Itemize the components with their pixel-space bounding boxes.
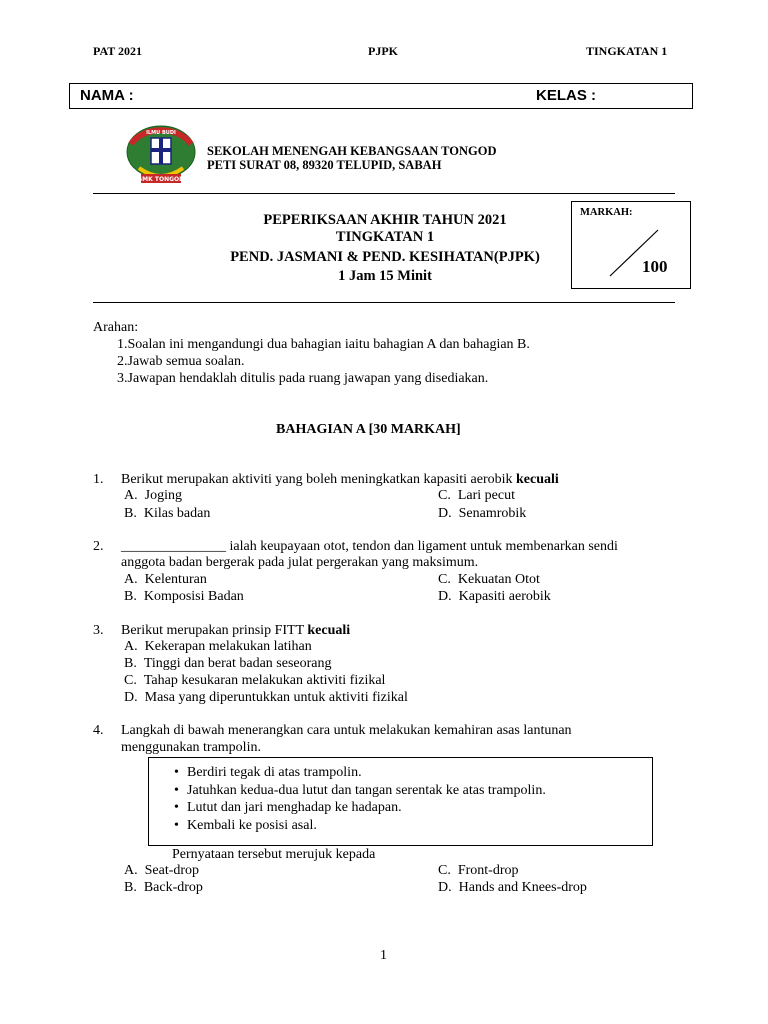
option-text: Kekuatan Otot	[457, 572, 540, 587]
option-d: D. Hands and Knees-drop	[438, 880, 587, 895]
question-3-emphasis: kecuali	[307, 623, 351, 638]
option-c: C. Lari pecut	[438, 488, 515, 503]
list-item: • Jatuhkan kedua-dua lutut dan tangan serentak ke atas trampolin.	[149, 782, 652, 800]
question-2-text-line1: ialah keupayaan otot, tendon dan ligament untuk membenarkan sendi	[226, 539, 618, 554]
question-1-text: Berikut merupakan aktiviti yang boleh meningkatkan kapasiti aerobik	[121, 472, 517, 487]
option-text: Tinggi dan berat badan seseorang	[143, 656, 332, 671]
option-text: Front-drop	[457, 863, 519, 878]
header-form: TINGKATAN 1	[586, 44, 668, 58]
question-text	[121, 539, 618, 555]
option-text: Hands and Knees-drop	[458, 880, 587, 895]
question-2-text-line2: anggota badan bergerak pada julat pergerakan yang maksimum.	[121, 555, 479, 570]
option-d: D. Masa yang diperuntukkan untuk aktiviti fizikal	[124, 690, 408, 705]
question-number: 2.	[93, 539, 104, 554]
option-a: A. Joging	[124, 488, 182, 503]
question-number: 1.	[93, 472, 104, 487]
option-text: Seat-drop	[144, 863, 200, 878]
marks-box	[571, 201, 691, 289]
option-text: Senamrobik	[458, 506, 527, 521]
option-text: Joging	[144, 488, 182, 503]
option-b: B. Tinggi dan berat badan seseorang	[124, 656, 332, 671]
option-b: B. Kilas badan	[124, 506, 211, 521]
instruction-item: 2.Jawab semua soalan.	[117, 354, 245, 369]
option-text: Lari pecut	[457, 488, 515, 503]
instruction-item: 3.Jawapan hendaklah ditulis pada ruang jawapan yang disediakan.	[117, 371, 489, 386]
school-name: SEKOLAH MENENGAH KEBANGSAAN TONGOD	[207, 144, 497, 158]
list-item: • Berdiri tegak di atas trampolin.	[149, 764, 652, 782]
marks-label: MARKAH:	[580, 207, 633, 218]
option-text: Komposisi Badan	[143, 589, 244, 604]
answer-blank: _______________	[121, 539, 226, 554]
instructions-heading: Arahan:	[93, 320, 139, 335]
option-text: Kekerapan melakukan latihan	[144, 639, 312, 654]
option-text: Tahap kesukaran melakukan aktiviti fizikal	[143, 673, 386, 688]
option-c: C. Tahap kesukaran melakukan aktiviti fizikal	[124, 673, 386, 688]
logo-banner-text: SMK TONGOD	[137, 176, 185, 183]
header-exam-code: PAT 2021	[93, 44, 143, 58]
name-label: NAMA :	[80, 87, 134, 104]
question-4-text-line2: menggunakan trampolin.	[121, 740, 261, 755]
option-b: B. Komposisi Badan	[124, 589, 244, 604]
list-item: • Lutut dan jari menghadap ke hadapan.	[149, 799, 652, 817]
option-text: Masa yang diperuntukkan untuk aktiviti fizikal	[144, 690, 408, 705]
option-d: D. Senamrobik	[438, 506, 527, 521]
option-a: A. Kelenturan	[124, 572, 207, 587]
question-text	[121, 472, 559, 488]
header-subject: PJPK	[368, 44, 398, 58]
question-1-emphasis: kecuali	[516, 472, 559, 487]
section-title: BAHAGIAN A [30 MARKAH]	[276, 422, 461, 437]
option-text: Kilas badan	[143, 506, 211, 521]
exam-duration: 1 Jam 15 Minit	[338, 268, 432, 284]
steps-box	[148, 757, 653, 846]
exam-subject: PEND. JASMANI & PEND. KESIHATAN(PJPK)	[230, 249, 540, 265]
instruction-item: 1.Soalan ini mengandungi dua bahagian iaitu bahagian A dan bahagian B.	[117, 337, 530, 352]
option-text: Back-drop	[143, 880, 203, 895]
divider-top	[93, 193, 675, 194]
marks-total: 100	[642, 257, 668, 276]
option-b: B. Back-drop	[124, 880, 203, 895]
question-4-text-line1: Langkah di bawah menerangkan cara untuk melakukan kemahiran asas lantunan	[121, 723, 572, 738]
name-class-box	[69, 83, 693, 109]
option-a: A. Seat-drop	[124, 863, 200, 878]
question-number: 4.	[93, 723, 104, 738]
class-label: KELAS :	[536, 87, 596, 104]
logo-motto-text: ILMU BUDI	[146, 130, 176, 136]
page-number: 1	[380, 948, 387, 963]
question-text	[121, 623, 350, 639]
option-d: D. Kapasiti aerobik	[438, 589, 551, 604]
exam-title: PEPERIKSAAN AKHIR TAHUN 2021	[263, 212, 507, 228]
exam-form: TINGKATAN 1	[335, 229, 435, 245]
option-a: A. Kekerapan melakukan latihan	[124, 639, 312, 654]
option-text: Kelenturan	[144, 572, 207, 587]
option-c: C. Kekuatan Otot	[438, 572, 540, 587]
steps-list	[149, 758, 652, 834]
list-item: • Kembali ke posisi asal.	[149, 817, 652, 835]
option-text: Kapasiti aerobik	[458, 589, 551, 604]
option-c: C. Front-drop	[438, 863, 519, 878]
school-address: PETI SURAT 08, 89320 TELUPID, SABAH	[207, 158, 442, 172]
question-number: 3.	[93, 623, 104, 638]
divider-bottom	[93, 302, 675, 303]
question-3-text: Berikut merupakan prinsip FITT	[121, 623, 308, 638]
question-4-statement: Pernyataan tersebut merujuk kepada	[172, 847, 376, 862]
school-logo-icon	[125, 124, 197, 186]
